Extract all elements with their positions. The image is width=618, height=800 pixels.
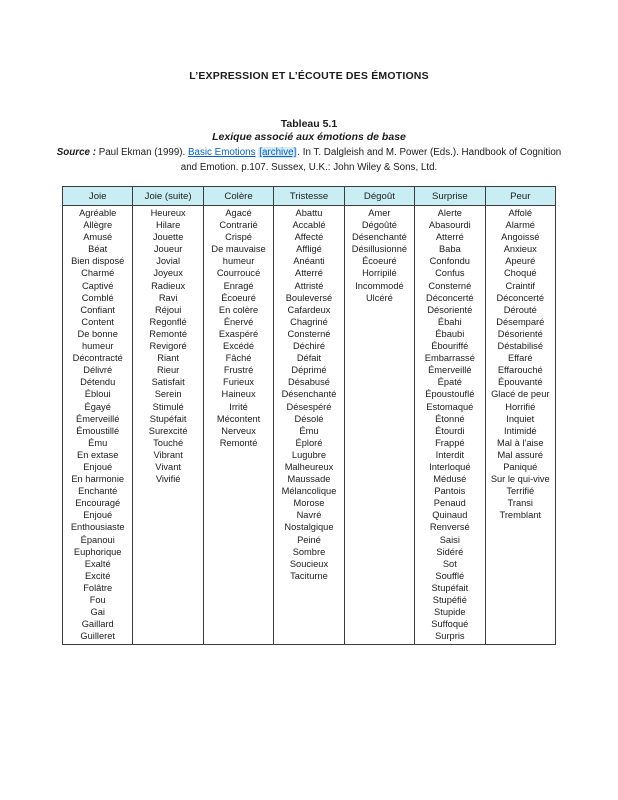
emotion-entry: Regonflé [149,316,187,327]
emotion-entry: Détendu [80,377,116,388]
emotion-entry: Irrité [229,401,248,412]
emotion-entry: Vibrant [153,449,183,460]
emotion-entry: Chagriné [290,316,328,327]
emotion-entry: Touché [153,437,184,448]
emotion-entry: Penaud [433,498,466,509]
column-header-degout: Dégoût [344,187,414,206]
emotion-entry: Dégoûté [361,220,397,231]
emotion-entry: Sidéré [436,546,464,557]
emotion-entry: Éploré [295,437,323,448]
emotion-entry: Stupéfié [432,595,467,605]
emotion-entry: Désillusionné [351,244,408,255]
column-cell-tristesse [274,206,344,645]
emotion-entry: Abasourdi [428,220,471,231]
emotion-entry: Courroucé [216,268,261,279]
emotion-entry: Confondu [429,256,470,267]
emotion-entry: Surexcité [148,425,188,436]
emotion-entry: Médusé [433,474,467,485]
emotion-entry: Surpris [435,631,465,642]
emotion-entry: Confiant [80,304,116,315]
emotion-entry: Époustouflé [425,389,475,400]
emotion-entry: Affolé [508,208,533,218]
emotion-entry: Excité [85,570,111,581]
emotion-entry: Jovial [156,256,181,267]
emotion-entry: Choqué [503,268,537,279]
basic-emotions-link[interactable]: Basic Emotions [188,147,256,158]
emotion-entry: Baba [438,244,461,255]
emotion-entry: Incommodé [355,280,404,291]
emotion-entry: Vivifié [155,474,181,485]
emotion-entry: Guilleret [80,631,116,642]
emotion-entry: Rieur [157,365,180,376]
emotion-entry: Jouette [152,232,184,243]
emotion-entry: Consterné [287,328,331,339]
emotion-entry: Émerveillé [76,413,120,424]
emotion-entry: Égayé [84,401,111,412]
emotion-entry: Enchanté [78,486,118,497]
emotion-entry: De mauvaise [211,244,266,255]
emotion-entry: Estomaqué [426,401,474,412]
emotion-entry: Attristé [294,280,324,291]
emotion-entry: Émerveillé [428,365,472,376]
emotion-entry: Ému [88,437,108,448]
column-header-peur: Peur [485,187,555,206]
emotion-entry: Enthousiaste [70,522,125,533]
column-header-colere: Colère [203,187,273,206]
emotion-entry: Écoeuré [221,292,256,303]
page-title: L’EXPRESSION ET L’ÉCOUTE DES ÉMOTIONS [189,70,429,82]
emotion-entry: Déprimé [291,365,327,376]
emotion-entry: Fou [89,595,106,605]
emotion-entry: Revigoré [149,341,187,352]
emotion-entry: De bonne [77,328,118,339]
emotion-entry: Riant [157,353,179,364]
emotion-entry: Renversé [429,522,470,533]
emotion-entry: Désenchanté [352,232,407,243]
emotion-entry: En harmonie [71,474,125,485]
emotion-entry: Stupéfait [149,413,187,424]
emotion-entry: Mal à l’aise [497,437,544,448]
emotion-entry: Glacé de peur [491,389,550,400]
emotion-entry: Confus [435,268,465,279]
emotion-entry: Réjoui [154,304,182,315]
emotion-entry: Ébaubi [435,328,465,339]
emotion-entry: Maussade [287,474,331,485]
emotion-entry: Exaspéré [218,328,259,339]
emotion-entry: Délivré [83,365,113,376]
emotion-entry: Vivant [155,461,181,472]
emotion-entry: Décontracté [72,353,123,364]
emotion-entry: Angoissé [501,232,540,243]
emotion-entry: Effarouché [497,365,543,376]
archive-link[interactable]: [archive] [259,147,297,158]
emotion-entry: Transi [507,498,534,509]
emotion-entry: Désespéré [286,401,332,412]
emotion-entry: Fâché [225,353,252,364]
emotion-entry: Désolé [294,413,324,424]
emotion-entry: Lugubre [291,449,327,460]
emotion-entry: En extase [77,449,119,460]
column-cell-degout [344,206,414,645]
emotion-entry: Désenchanté [281,389,337,400]
emotion-entry: Bien disposé [71,256,125,267]
emotion-entry: Stimulé [152,401,184,412]
column-header-surprise: Surprise [415,187,485,206]
emotion-entry: Intimidé [503,425,537,436]
emotion-entry: Saisi [439,534,460,545]
emotion-entry: Amer [368,208,391,218]
emotion-entry: Atterré [295,268,323,279]
emotion-entry: En colère [218,304,259,315]
emotion-entry: Malheureux [284,461,334,472]
emotion-entry: Nerveux [221,425,256,436]
emotion-entry: Content [81,316,114,327]
column-cell-joie [63,206,133,645]
emotion-entry: Morose [293,498,325,509]
emotion-entry: Enjoué [83,510,113,521]
column-cell-joie-suite [133,206,203,645]
emotion-entry: Déchiré [292,341,325,352]
emotion-entry: Allègre [83,220,113,231]
emotion-entry: Taciturne [290,570,328,581]
emotion-entry: Épaté [437,377,462,388]
emotion-entry: Exalté [84,558,111,569]
emotion-entry: Craintif [505,280,535,291]
emotion-entry: Épouvanté [498,377,543,388]
emotion-entry: Ébahi [437,316,462,327]
emotion-entry: Ému [299,425,319,436]
emotion-entry: Navré [296,510,322,521]
emotion-entry: Enragé [223,280,254,291]
emotion-entry: humeur [222,256,255,267]
emotion-entry: Ébouriffé [431,341,469,352]
emotion-entry: Désorienté [497,328,543,339]
emotion-entry: Sombre [292,546,326,557]
emotion-entry: Joyeux [153,268,183,279]
emotion-entry: Ébloui [84,389,111,400]
emotion-entry: Affligé [296,244,322,255]
emotion-entry: Captivé [81,280,114,291]
emotion-entry: Émoustillé [76,425,120,436]
emotion-entry: Hilare [155,220,181,231]
emotion-entry: Amusé [83,232,113,243]
column-header-joie-suite: Joie (suite) [133,187,203,206]
emotion-entry: Joueur [153,244,183,255]
emotion-entry: Apeuré [505,256,536,267]
emotion-entry: Contrarié [219,220,258,231]
emotion-entry: Excédé [223,341,255,352]
emotion-entry: humeur [81,341,114,352]
emotions-table [62,186,556,645]
emotion-entry: Terrifié [506,486,535,497]
emotion-entry: Encouragé [75,498,121,509]
emotion-entry: Écoeuré [362,256,397,267]
source-text-after-links: . In T. Dalgleish and M. Power (Eds.). Handbook of Cognition and Emotion. p.107. Sussex, U.K.: John Wiley & Sons, Ltd. [180,147,562,173]
emotion-entry: Soufflé [435,570,465,581]
emotion-entry: Consterné [428,280,472,291]
column-cell-colere [203,206,273,645]
column-header-tristesse: Tristesse [274,187,344,206]
emotion-entry: Frustré [223,365,254,376]
emotion-entry: Déconcerté [496,292,545,303]
emotion-entry: Interloqué [429,461,471,472]
emotion-entry: Horrifié [505,401,536,412]
emotion-entry: Dérouté [503,304,537,315]
table-subtitle: Lexique associé aux émotions de base [212,131,406,143]
emotion-entry: Heureux [150,208,186,218]
emotion-entry: Radieux [151,280,186,291]
emotion-entry: Agréable [79,208,117,218]
emotion-entry: Épanoui [80,534,115,545]
table-caption: Tableau 5.1 [280,118,338,130]
emotion-entry: Agacé [225,208,252,218]
emotion-entry: Furieux [223,377,255,388]
emotion-entry: Nostalgique [284,522,334,533]
emotion-entry: Remonté [149,328,187,339]
emotion-entry: Béat [88,244,108,255]
emotion-entry: Alerte [437,208,462,218]
emotion-entry: Désabusé [288,377,330,388]
emotion-entry: Déconcerté [426,292,474,303]
emotion-entry: Quinaud [432,510,468,521]
emotion-entry: Peiné [297,534,321,545]
emotion-entry: Gaillard [81,619,114,630]
emotion-entry: Mécontent [216,413,261,424]
emotion-entry: Haineux [221,389,256,400]
emotion-entry: Embarrassé [424,353,475,364]
emotion-entry: Défait [296,353,322,364]
emotion-entry: Alarmé [505,220,535,231]
emotion-entry: Bouleversé [285,292,333,303]
emotion-entry: Cafardeux [287,304,331,315]
emotion-entry: Enjoué [83,461,113,472]
emotion-entry: Comblé [81,292,114,303]
emotion-entry: Inquiet [506,413,535,424]
column-cell-peur [485,206,555,645]
emotion-entry: Désemparé [496,316,545,327]
emotion-entry: Serein [154,389,182,400]
emotion-entry: Abattu [295,208,323,218]
emotion-entry: Crispé [225,232,252,243]
source-label: Source : [56,147,96,158]
emotion-entry: Sot [442,558,457,569]
emotion-entry: Sur le qui-vive [490,474,550,485]
emotion-entry: Étonné [435,413,465,424]
source-text-before-link: Paul Ekman (1999). [95,147,188,158]
emotion-entry: Euphorique [73,546,122,557]
emotion-entry: Anxieux [503,244,537,255]
emotion-entry: Désorienté [427,304,473,315]
emotion-entry: Pantois [434,486,466,497]
source-line [57,145,562,175]
emotion-entry: Charmé [81,268,115,279]
emotion-entry: Accablé [292,220,326,231]
emotion-entry: Énervé [223,316,254,327]
emotion-entry: Satisfait [151,377,185,388]
emotions-table-header-row [63,187,556,206]
emotion-entry: Folâtre [83,582,113,593]
emotion-entry: Horripilé [362,268,397,279]
column-cell-surprise [415,206,485,645]
emotion-entry: Frappé [435,437,465,448]
emotion-entry: Anéanti [293,256,325,267]
emotion-entry: Tremblant [499,510,542,521]
emotion-entry: Ulcéré [365,292,393,303]
emotion-entry: Paniqué [503,461,538,472]
emotion-entry: Gai [90,607,105,618]
column-header-joie: Joie [63,187,133,206]
emotion-entry: Ravi [158,292,178,303]
emotion-entry: Interdit [435,449,465,460]
emotions-table-body-row [63,206,556,645]
emotion-entry: Mal assuré [497,449,543,460]
emotion-entry: Atterré [435,232,464,243]
emotion-entry: Affecté [294,232,324,243]
emotion-entry: Soucieux [289,558,329,569]
emotion-entry: Mélancolique [281,486,337,497]
emotion-entry: Étourdi [435,425,465,436]
emotion-entry: Stupide [434,607,466,618]
emotion-entry: Déstabilisé [497,341,543,352]
emotion-entry: Suffoqué [431,619,469,630]
emotion-entry: Effaré [507,353,533,364]
emotion-entry: Stupéfait [431,582,469,593]
emotion-entry: Remonté [219,437,258,448]
